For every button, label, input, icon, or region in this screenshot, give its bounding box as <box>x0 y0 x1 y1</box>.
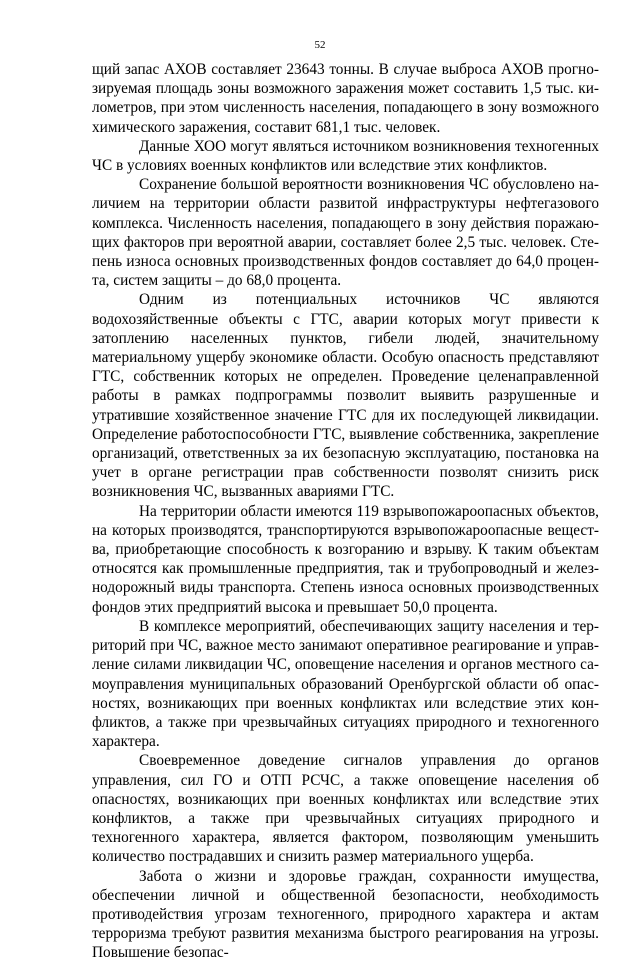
paragraph: На территории области имеются 119 взрывопожароопасных объектов, на которых производятся, транспортируются взрывопожароопасные вещества, приобретающие способность к возгоранию и взрыву. К таким объектам относятся как промышленные предприятия, так и трубопроводный и железнодорожный виды транспорта. Степень износа основных производственных фондов этих предприятий высока и превышает 50,0 процента. <box>92 502 599 616</box>
paragraph: Своевременное доведение сигналов управления до органов управления, сил ГО и ОТП РСЧС, а также оповещение населения об опасностях, возникающих при военных конфликтах или вследствие этих конфликтов, а также при чрезвычайных ситуациях природного и техногенного характера, является фактором, позволяющим уменьшить количество пострадавших и снизить размер материального ущерба. <box>92 752 599 866</box>
paragraph: Сохранение большой вероятности возникновения ЧС обусловлено наличием на территории области развитой инфраструктуры нефтегазового комплекса. Численность населения, попадающего в зону действия поражающих факторов при вероятной аварии, составляет более 2,5 тыс. человек. Степень износа основных производственных фондов составляет до 64,0 процента, систем защиты – до 68,0 процента. <box>92 176 599 290</box>
body-text <box>92 60 599 963</box>
page-number: 52 <box>314 39 326 51</box>
paragraph: щий запас АХОВ составляет 23643 тонны. В случае выброса АХОВ прогнозируемая площадь зоны возможного заражения может составить 1,5 тыс. километров, при этом численность населения, попадающего в зону возможного химического заражения, составит 681,1 тыс. человек. <box>92 61 599 136</box>
paragraph: В комплексе мероприятий, обеспечивающих защиту населения и территорий при ЧС, важное место занимают оперативное реагирование и управление силами ликвидации ЧС, оповещение населения и органов местного самоуправления муниципальных образований Оренбургской области об опасностях, возникающих при военных конфликтах или вследствие этих конфликтов, а также при чрезвычайных ситуациях природного и техногенного характера. <box>92 617 599 751</box>
paragraph: Забота о жизни и здоровье граждан, сохранности имущества, обеспечении личной и общественной безопасности, необходимость противодействия угрозам техногенного, природного характера и актам терроризма требуют развития механизма быстрого реагирования на угрозы. Повышение безопас- <box>92 867 599 962</box>
paragraph: Данные ХОО могут являться источником возникновения техногенных ЧС в условиях военных конфликтов или вследствие этих конфликтов. <box>92 137 599 175</box>
paragraph: Одним из потенциальных источников ЧС являются водохозяйственные объекты с ГТС, аварии которых могут привести к затоплению населенных пунктов, гибели людей, значительному материальному ущербу экономике области. Особую опасность представляют ГТС, собственник которых не определен. Проведение целенаправленной работы в рамках подпрограммы позволит выявить разрушенные и утратившие хозяйственное значение ГТС для их последующей ликвидации. Определение работоспособности ГТС, выявление собственника, закрепление организаций, ответственных за их безопасную эксплуатацию, постановка на учет в органе регистрации прав собственности позволят снизить риск возникновения ЧС, вызванных авариями ГТС. <box>92 291 599 501</box>
